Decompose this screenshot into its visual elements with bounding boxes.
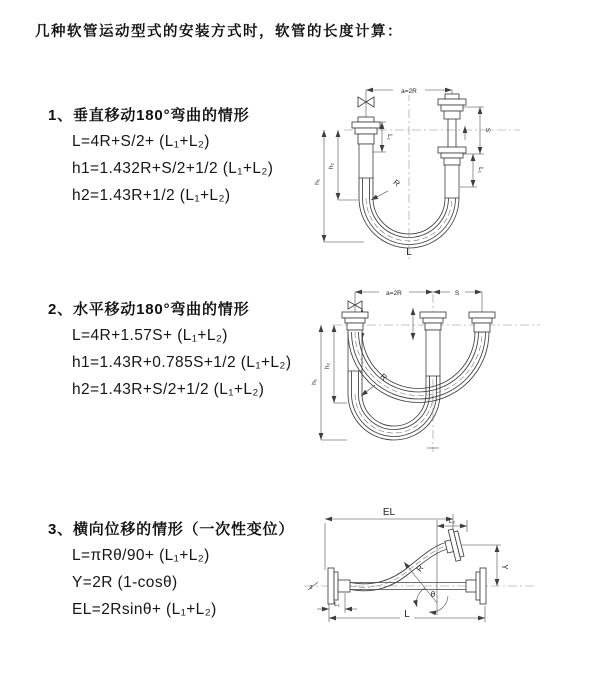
dim-label-h2: h₂ (324, 362, 331, 370)
flange-fitting-left (328, 568, 350, 604)
section-1-heading: 1、垂直移动180°弯曲的情形 (48, 107, 250, 124)
formula-l: L=πRθ/90+ (L₁+L₂) (72, 547, 210, 564)
formula-l: L=4R+S/2+ (L₁+L₂) (72, 133, 210, 150)
hose-assembly (342, 301, 495, 440)
dim-label-y: Y (500, 564, 509, 570)
dim-label-length: L (404, 609, 410, 620)
dim-label-a2r: a=2R (401, 88, 417, 95)
section-lateral-displacement (48, 520, 294, 620)
dim-label-h1: h₁ (311, 379, 318, 385)
formula-h1: h1=1.43R+0.785S+1/2 (L₁+L₂) (72, 354, 292, 371)
formula-y: Y=2R (1-cosθ) (72, 574, 178, 591)
flange-fitting-right-lower (438, 147, 466, 165)
flange-fitting-left (352, 117, 380, 144)
section-vertical-bend (48, 106, 273, 206)
section-3-heading: 3、横向位移的情形（一次性变位） (48, 521, 295, 538)
formula-el: EL=2Rsinθ+ (L₁+L₂) (72, 601, 217, 618)
section-horizontal-bend (48, 300, 291, 400)
hose-u-bend-displaced (348, 332, 489, 403)
dim-label-radius: R (414, 563, 426, 574)
dim-label-a2r: a=2R (386, 290, 402, 297)
flange-fitting-right (466, 568, 486, 604)
dim-label-s: S (454, 290, 460, 297)
dim-label-l1: L₁ (334, 601, 340, 608)
formula-h1: h1=1.432R+S/2+1/2 (L₁+L₂) (72, 160, 274, 177)
braided-hose-section (359, 144, 373, 178)
formula-h2: h2=1.43R+S/2+1/2 (L₁+L₂) (72, 381, 265, 398)
diagram-horizontal-bend (305, 282, 600, 457)
page-title: 几种软管运动型式的安装方式时，软管的长度计算： (35, 24, 403, 40)
flange-fitting-displaced (442, 528, 464, 563)
section-2-heading: 2、水平移动180°弯曲的情形 (48, 301, 250, 318)
flange-fitting-right-upper (438, 94, 466, 119)
dim-label-radius: R (391, 177, 402, 189)
braided-hose-section (445, 165, 459, 198)
formula-l: L=4R+1.57S+ (L₁+L₂) (72, 327, 228, 344)
flange-fitting-left (342, 312, 368, 330)
flange-fitting-right (469, 312, 495, 332)
dim-label-length: L (406, 247, 412, 258)
dim-label-h2: h₂ (328, 162, 335, 170)
dim-label-s: S (484, 127, 491, 133)
dim-label-radius: R (378, 371, 389, 383)
flange-fitting-middle (420, 312, 446, 330)
diagram-lateral-displacement (296, 500, 600, 645)
formula-h2: h2=1.43R+1/2 (L₁+L₂) (72, 187, 231, 204)
dim-label-h1: h₁ (314, 179, 321, 185)
dim-label-l2: L₂ (448, 518, 456, 525)
dim-label-el: EL (382, 507, 396, 518)
hose-u-bend-original (348, 371, 440, 440)
hose-centerline (350, 545, 450, 587)
braided-hose-section (426, 330, 440, 376)
centerline-break-mark: z (309, 584, 313, 591)
hose-s-curve (350, 542, 450, 591)
dim-label-l1-left: L₁ (386, 134, 393, 140)
diagram-vertical-bend (308, 70, 598, 265)
angle-label-theta: θ (430, 590, 436, 599)
dim-label-l1-right: L₁ (477, 167, 484, 173)
